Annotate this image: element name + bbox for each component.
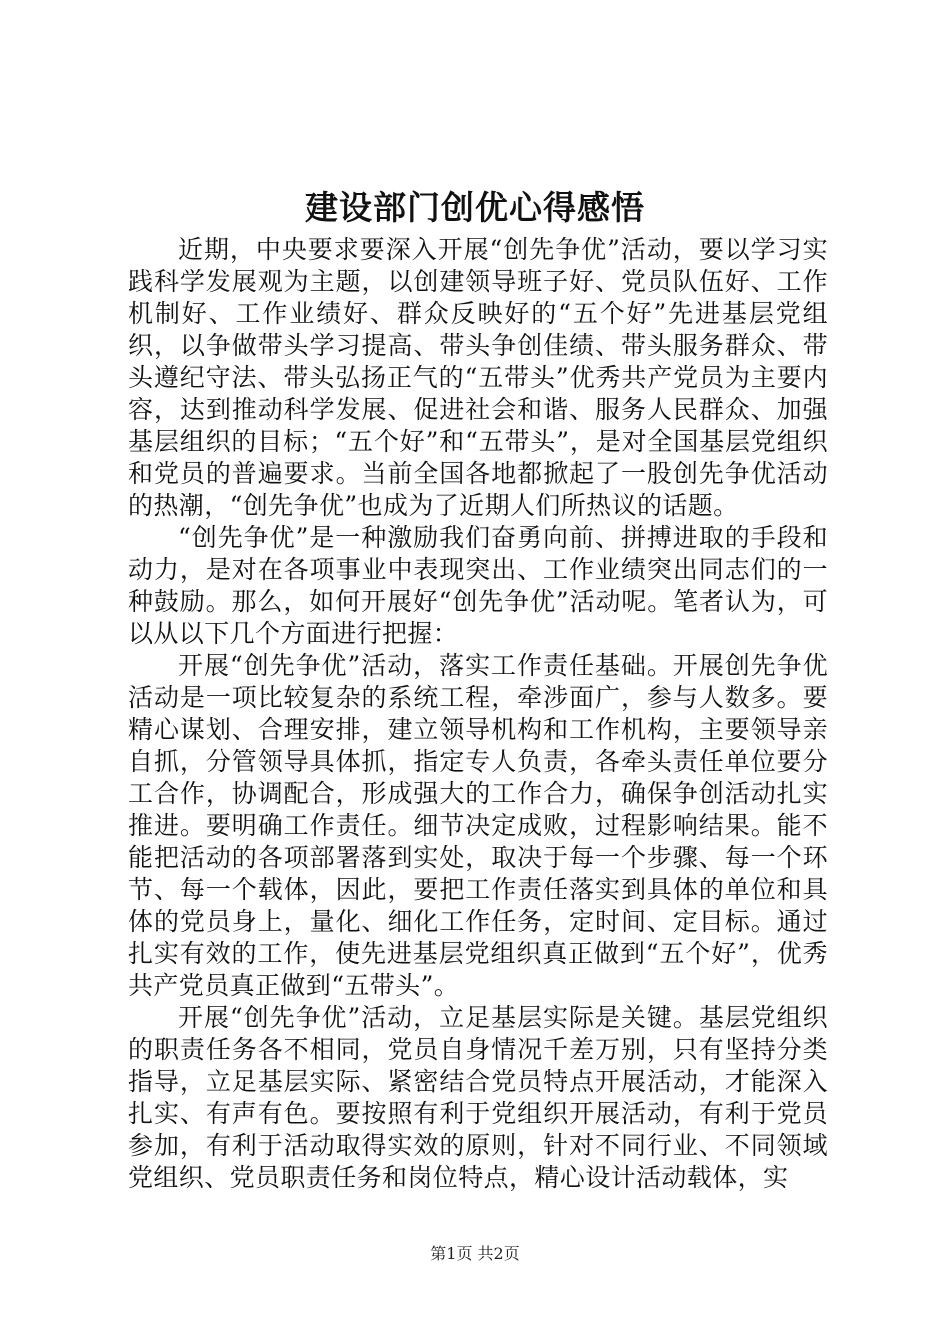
document-title: 建设部门创优心得感悟 (305, 188, 645, 227)
document-body (128, 234, 828, 1194)
paragraph-2: “创先争优”是一种激励我们奋勇向前、拼搏进取的手段和动力，是对在各项事业中表现突出、工作业绩突出同志们的一种鼓励。那么，如何开展好“创先争优”活动呢。笔者认为，可以从以下几个方面进行把握： (128, 523, 828, 648)
paragraph-1: 近期，中央要求要深入开展“创先争优”活动，要以学习实践科学发展观为主题，以创建领导班子好、党员队伍好、工作机制好、工作业绩好、群众反映好的“五个好”先进基层党组织，以争做带头学习提高、带头争创佳绩、带头服务群众、带头遵纪守法、带头弘扬正气的“五带头”优秀共产党员为主要内容，达到推动科学发展、促进社会和谐、服务人民群众、加强基层组织的目标；“五个好”和“五带头”，是对全国基层党组织和党员的普遍要求。当前全国各地都掀起了一股创先争优活动的热潮，“创先争优”也成为了近期人们所热议的话题。 (128, 235, 828, 520)
paragraph-4: 开展“创先争优”活动，立足基层实际是关键。基层党组织的职责任务各不相同，党员自身情况千差万别，只有坚持分类指导，立足基层实际、紧密结合党员特点开展活动，才能深入扎实、有声有色。要按照有利于党组织开展活动，有利于党员参加，有利于活动取得实效的原则，针对不同行业、不同领域党组织、党员职责任务和岗位特点，精心设计活动载体，实 (128, 1003, 828, 1192)
page-number-footer: 第1页 共2页 (430, 1244, 520, 1263)
paragraph-3: 开展“创先争优”活动，落实工作责任基础。开展创先争优活动是一项比较复杂的系统工程，牵涉面广，参与人数多。要精心谋划、合理安排，建立领导机构和工作机构，主要领导亲自抓，分管领导具体抓，指定专人负责，各牵头责任单位要分工合作，协调配合，形成强大的工作合力，确保争创活动扎实推进。要明确工作责任。细节决定成败，过程影响结果。能不能把活动的各项部署落到实处，取决于每一个步骤、每一个环节、每一个载体，因此，要把工作责任落实到具体的单位和具体的党员身上，量化、细化工作任务，定时间、定目标。通过扎实有效的工作，使先进基层党组织真正做到“五个好”，优秀共产党员真正做到“五带头”。 (128, 651, 828, 1000)
